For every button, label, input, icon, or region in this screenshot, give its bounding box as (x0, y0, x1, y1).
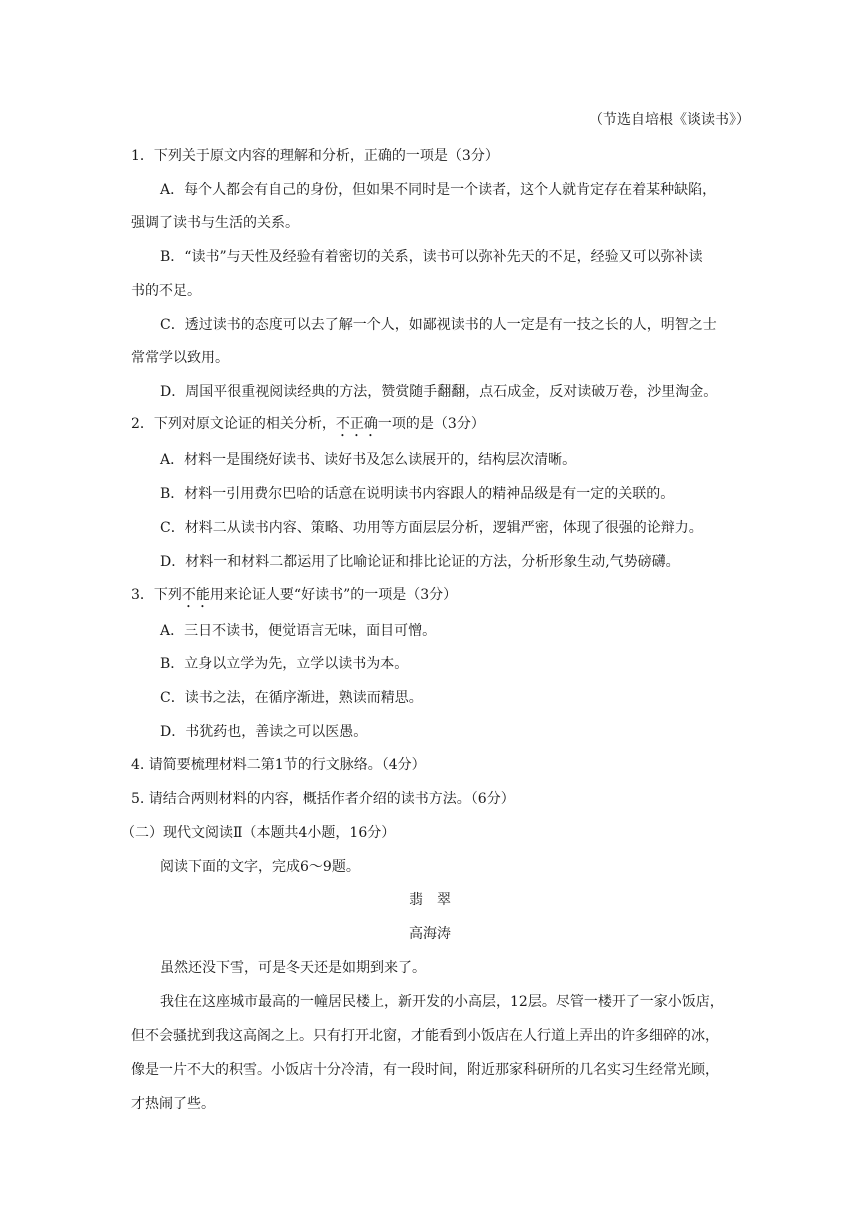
question-2-option-b: B．材料一引用费尔巴哈的话意在说明读书内容跟人的精神品级是有一定的关联的。 (160, 486, 675, 502)
source-citation: （节选自培根《谈读书》） (589, 112, 750, 128)
passage-paragraph-2-line2: 但不会骚扰到我这高阁之上。只有打开北窗，才能看到小饭店在人行道上弄出的许多细碎的冰， (131, 1028, 719, 1044)
question-1-option-a-line2: 强调了读书与生活的关系。 (131, 215, 299, 231)
question-3-option-d: D．书犹药也，善读之可以医愚。 (160, 724, 368, 740)
question-3-emphasis: 不能 (181, 587, 210, 603)
question-4: 4. 请简要梳理材料二第1节的行文脉络。（4分） (131, 757, 426, 773)
passage-paragraph-2-line4: 才热闹了些。 (131, 1096, 215, 1112)
question-3-stem-pre: 3．下列 (131, 587, 182, 603)
question-3-option-b: B．立身以立学为先，立学以读书为本。 (160, 656, 409, 672)
question-2-option-d: D．材料一和材料二都运用了比喻论证和排比论证的方法，分析形象生动,气势磅礴。 (160, 554, 680, 570)
question-2-emphasis: 不正确 (335, 416, 378, 432)
passage-paragraph-2-line1: 我住在这座城市最高的一幢居民楼上，新开发的小高层，12层。尽管一楼开了一家小饭店， (160, 994, 724, 1010)
section-heading: （二）现代文阅读Ⅱ（本题共4小题，16分） (121, 825, 396, 841)
question-1-option-a-line1: A．每个人都会有自己的身份，但如果不同时是一个读者，这个人就肯定存在着某种缺陷， (160, 182, 717, 198)
question-1-option-c-line2: 常常学以致用。 (131, 350, 229, 366)
passage-title: 翡 翠 (409, 892, 451, 908)
question-5: 5. 请结合两则材料的内容，概括作者介绍的读书方法。（6分） (131, 791, 515, 807)
passage-paragraph-1: 虽然还没下雪，可是冬天还是如期到来了。 (160, 960, 426, 976)
question-2-stem-post: 一项的是（3分） (377, 416, 485, 432)
question-3-stem-post: 用来论证人要“好读书”的一项是（3分） (209, 587, 458, 603)
question-2-stem-pre: 2．下列对原文论证的相关分析， (131, 416, 336, 432)
question-2-option-c: C．材料二从读书内容、策略、功用等方面层层分析，逻辑严密，体现了很强的论辩力。 (160, 520, 703, 536)
question-2-stem (131, 414, 485, 440)
question-2-option-a: A．材料一是围绕好读书、读好书及怎么读展开的，结构层次清晰。 (160, 452, 577, 468)
question-1-option-b-line1: B．“读书”与天性及经验有着密切的关系，读书可以弥补先天的不足，经验又可以弥补读 (160, 249, 703, 265)
question-3-stem (131, 585, 457, 611)
passage-paragraph-2-line3: 像是一片不大的积雪。小饭店十分冷清，有一段时间，附近那家科研所的几名实习生经常光顾， (131, 1062, 719, 1078)
question-1-option-c-line1: C．透过读书的态度可以去了解一个人，如鄙视读书的人一定是有一技之长的人，明智之士 (160, 317, 717, 333)
question-1-stem: 1．下列关于原文内容的理解和分析，正确的一项是（3分） (131, 148, 499, 164)
passage-author: 高海涛 (409, 926, 451, 942)
question-1-option-b-line2: 书的不足。 (131, 283, 201, 299)
question-3-option-c: C．读书之法，在循序渐进，熟读而精思。 (160, 690, 423, 706)
reading-instruction: 阅读下面的文字，完成6～9题。 (160, 859, 360, 875)
question-3-option-a: A．三日不读书，便觉语言无味，面目可憎。 (160, 623, 437, 639)
question-1-option-d: D．周国平很重视阅读经典的方法，赞赏随手翻翻，点石成金，反对读破万卷，沙里淘金。 (160, 384, 718, 400)
